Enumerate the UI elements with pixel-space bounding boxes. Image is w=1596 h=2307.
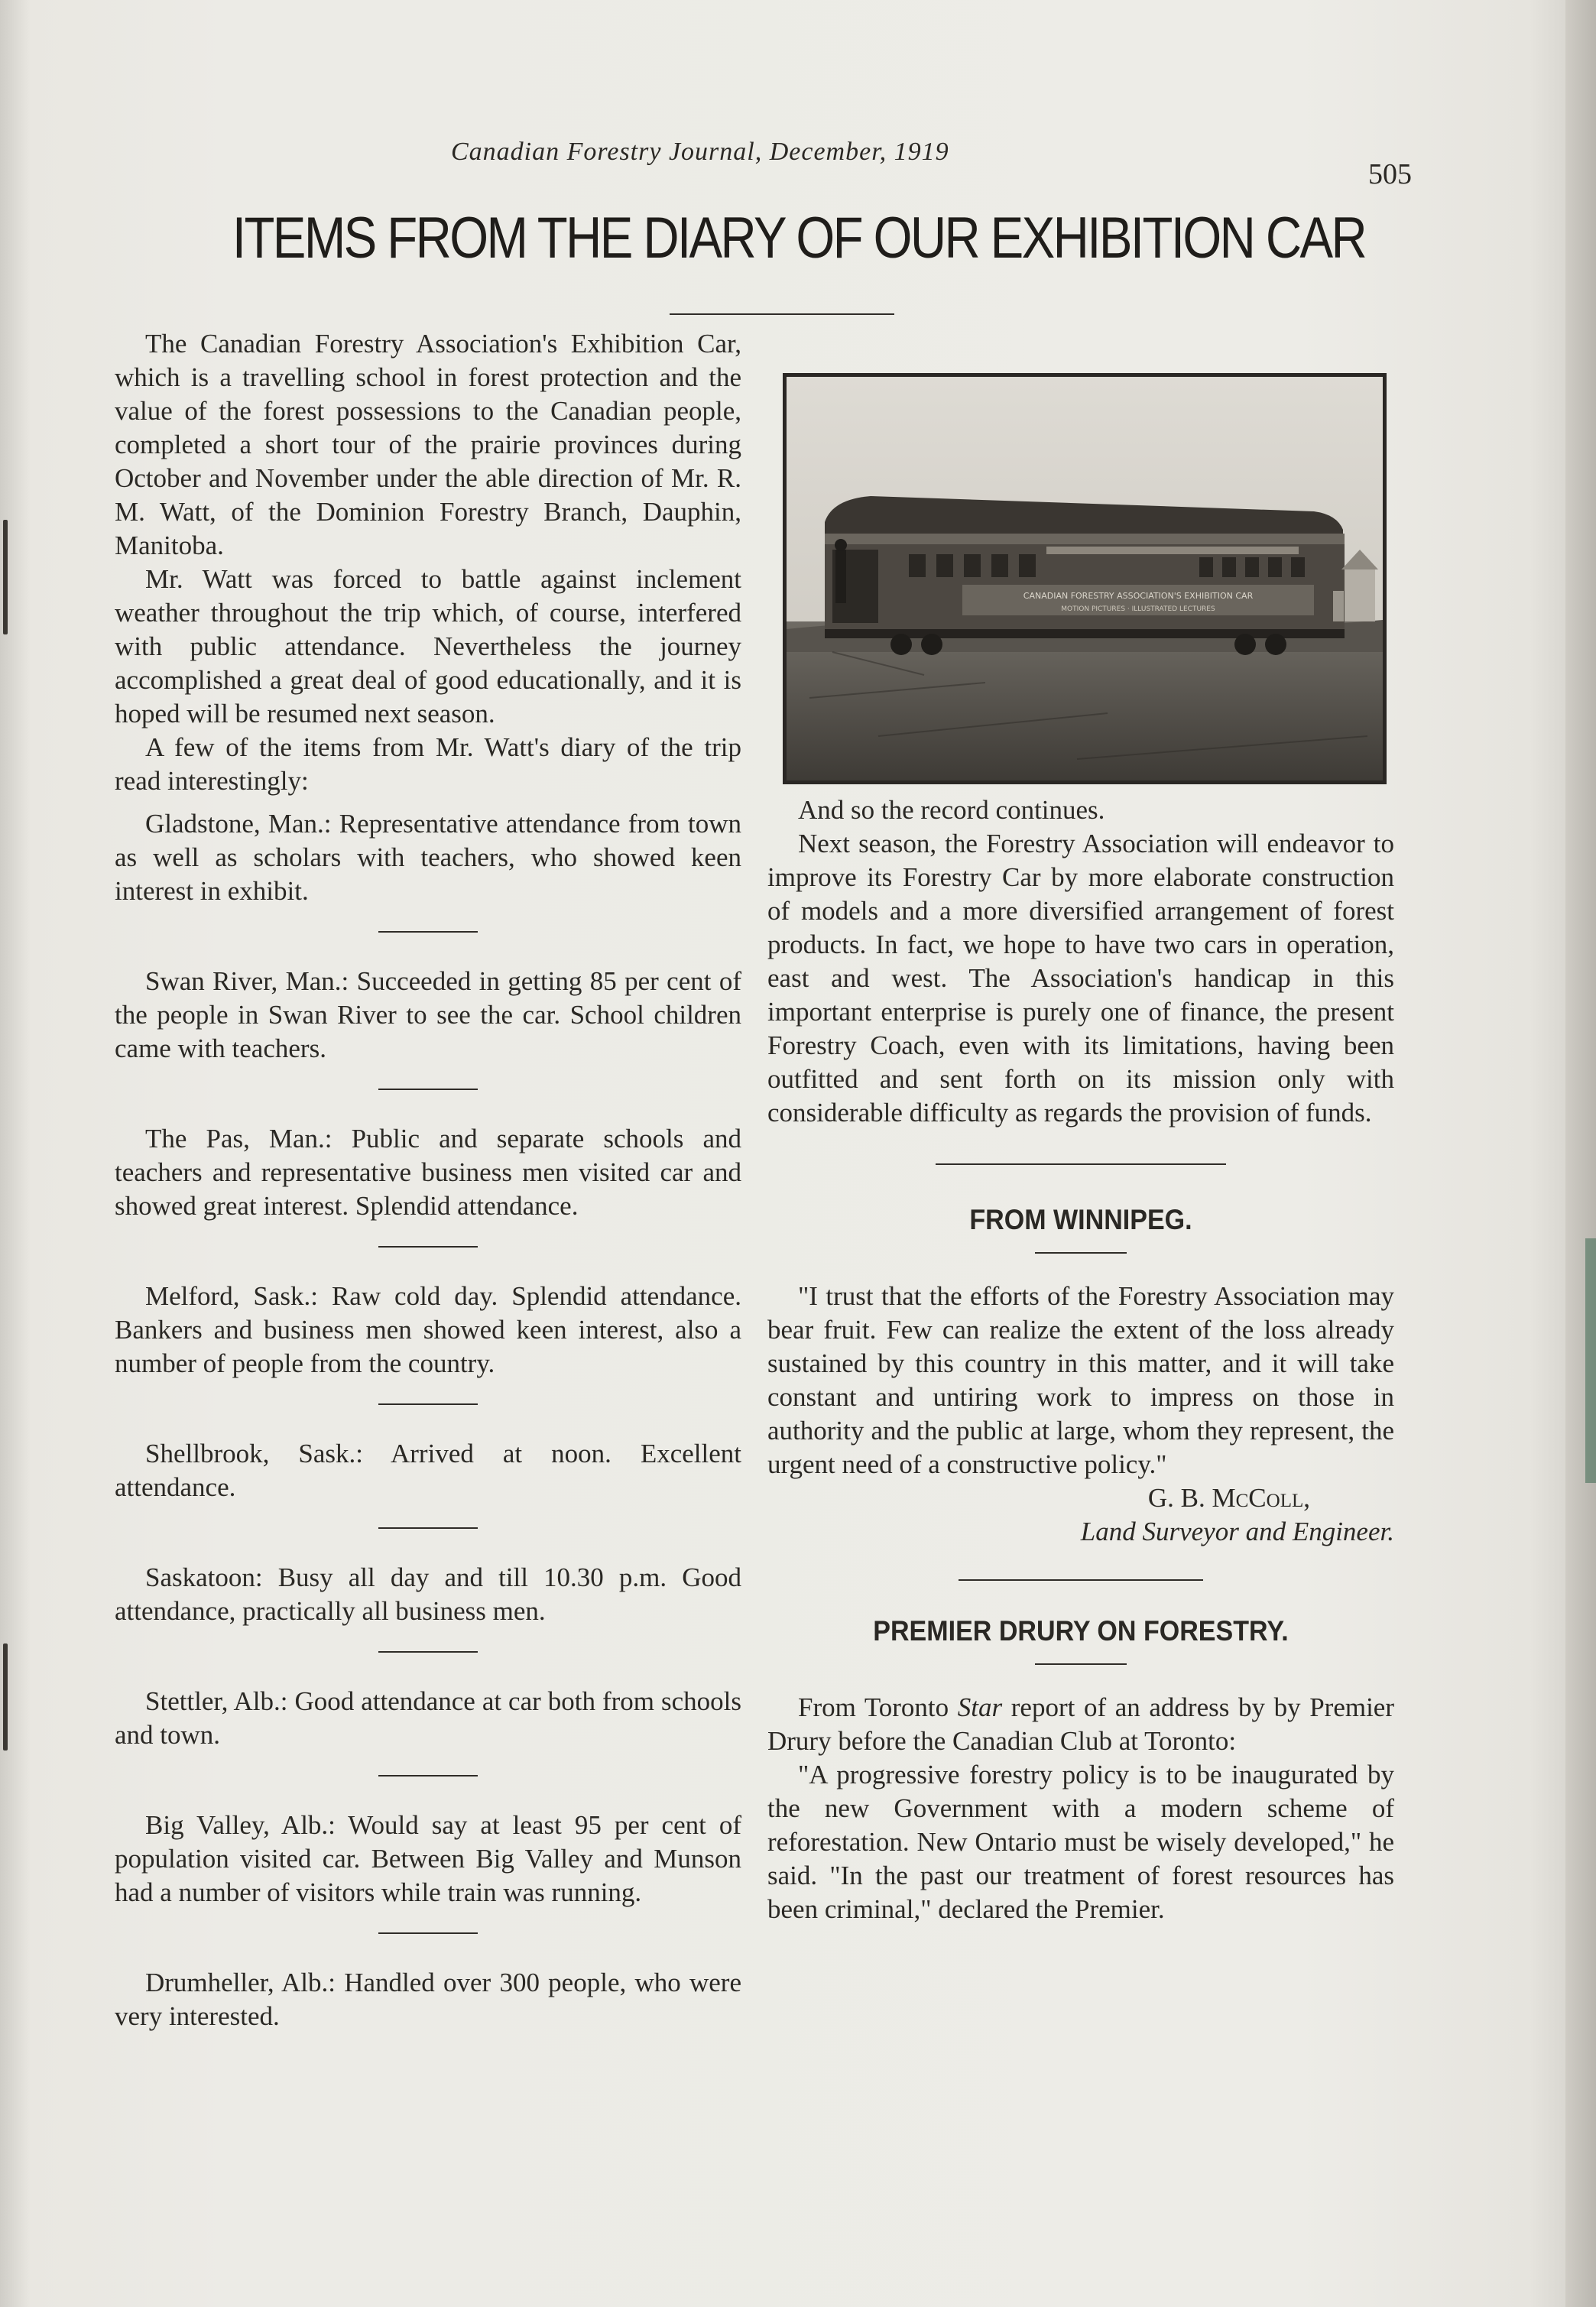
title-rule xyxy=(670,313,894,315)
section-rule xyxy=(959,1579,1203,1581)
diary-entry: Drumheller, Alb.: Handled over 300 people, who were very interested. xyxy=(115,1968,741,2031)
binding-mark xyxy=(3,1643,8,1751)
car-lettering-secondary: MOTION PICTURES · ILLUSTRATED LECTURES xyxy=(1061,605,1215,613)
entry-divider xyxy=(378,1246,478,1248)
entry-divider xyxy=(378,1089,478,1090)
binding-mark xyxy=(3,520,8,634)
continuation-paragraph: Next season, the Forestry Association will endeavor to improve its Forestry Car by more elaborate construction of models and a more diversified arrangement of forest products. In fact, we hope to have two cars in operation, east and west. The Association's handicap in this important enterprise is purely one of finance, the present Forestry Coach, even with its limitations, having been outfitted and sent forth on its mission only with considerable difficulty as regards the provision of funds. xyxy=(767,829,1394,1128)
entry-divider xyxy=(378,1651,478,1653)
diary-entry: Stettler, Alb.: Good attendance at car both from schools and town. xyxy=(115,1686,741,1750)
intro-paragraph: Mr. Watt was forced to battle against inclement weather throughout the trip which, of course, interfered with public attendance. Nevertheless the journey accomplished a great deal of good educationally, and it is hoped will be resumed next season. xyxy=(115,564,741,728)
drury-intro-text: report of an address by by Premier Drury before the Canadian Club at Toronto: xyxy=(767,1692,1394,1756)
exhibition-car-photo xyxy=(783,373,1387,784)
diary-entry: Shellbrook, Sask.: Arrived at noon. Excellent attendance. xyxy=(115,1439,741,1502)
drury-intro-text: From Toronto xyxy=(798,1692,958,1722)
drury-quote: "A progressive forestry policy is to be inaugurated by the new Government with a modern scheme of reforestation. New Ontario must be wisely developed," he said. "In the past our treatment of forest resources has been criminal," declared the Premier. xyxy=(767,1760,1394,1924)
intro-paragraph: The Canadian Forestry Association's Exhibition Car, which is a travelling school in forest protection and the value of the forest possessions to the Canadian people, completed a short tour of the prairie provinces during October and November under the able direction of Mr. R. M. Watt, of the Dominion Forestry Branch, Dauphin, Manitoba. xyxy=(115,329,741,560)
diary-entry: Melford, Sask.: Raw cold day. Splendid attendance. Bankers and business men showed keen interest, also a number of people from the country. xyxy=(115,1281,741,1378)
car-lettering: CANADIAN FORESTRY ASSOCIATION'S EXHIBITION CAR xyxy=(1023,591,1254,601)
drury-intro xyxy=(767,1691,1394,1758)
diary-entry: Saskatoon: Busy all day and till 10.30 p.m. Good attendance, practically all business men. xyxy=(115,1562,741,1626)
heading-rule xyxy=(1035,1663,1127,1665)
article-title: ITEMS FROM THE DIARY OF OUR EXHIBITION CAR xyxy=(232,206,1366,271)
diary-entry: Gladstone, Man.: Representative attendance from town as well as scholars with teachers, who showed keen interest in exhibit. xyxy=(115,809,741,906)
entry-divider xyxy=(378,1932,478,1934)
diary-entry: The Pas, Man.: Public and separate schools and teachers and representative business men visited car and showed great interest. Splendid attendance. xyxy=(115,1124,741,1221)
page-edge-shadow xyxy=(1565,0,1596,2307)
continuation-paragraph: And so the record continues. xyxy=(798,795,1105,825)
section-rule xyxy=(936,1163,1226,1165)
right-column xyxy=(767,793,1394,1926)
diary-entry: Big Valley, Alb.: Would say at least 95 per cent of population visited car. Between Big Valley and Munson had a number of visitors while train was running. xyxy=(115,1810,741,1907)
newspaper-name: Star xyxy=(957,1692,1003,1722)
entry-divider xyxy=(378,1527,478,1529)
entry-divider xyxy=(378,931,478,933)
diary-entry: Swan River, Man.: Succeeded in getting 85 per cent of the people in Swan River to see the car. School children came with teachers. xyxy=(115,966,741,1063)
page-edge-tint xyxy=(1585,1238,1596,1483)
winnipeg-heading: FROM WINNIPEG. xyxy=(969,1204,1192,1235)
signature-title: Land Surveyor and Engineer. xyxy=(1080,1517,1394,1546)
drury-heading: PREMIER DRURY ON FORESTRY. xyxy=(873,1615,1289,1647)
intro-paragraph: A few of the items from Mr. Watt's diary of the trip read interestingly: xyxy=(115,732,741,796)
winnipeg-quote: "I trust that the efforts of the Forestry Association may bear fruit. Few can realize the extent of the loss already sustained by this country in this matter, and it will take constant and untiring work to impress on those in authority and the public at large, whom they represent, the urgent need of a constructive policy." xyxy=(767,1281,1394,1479)
entry-divider xyxy=(378,1403,478,1405)
signature-name: G. B. McColl, xyxy=(1147,1483,1310,1513)
entry-divider xyxy=(378,1775,478,1776)
heading-rule xyxy=(1035,1252,1127,1254)
left-column xyxy=(115,327,741,2033)
page-number: 505 xyxy=(1368,158,1412,190)
running-head: Canadian Forestry Journal, December, 1919 xyxy=(451,138,949,166)
